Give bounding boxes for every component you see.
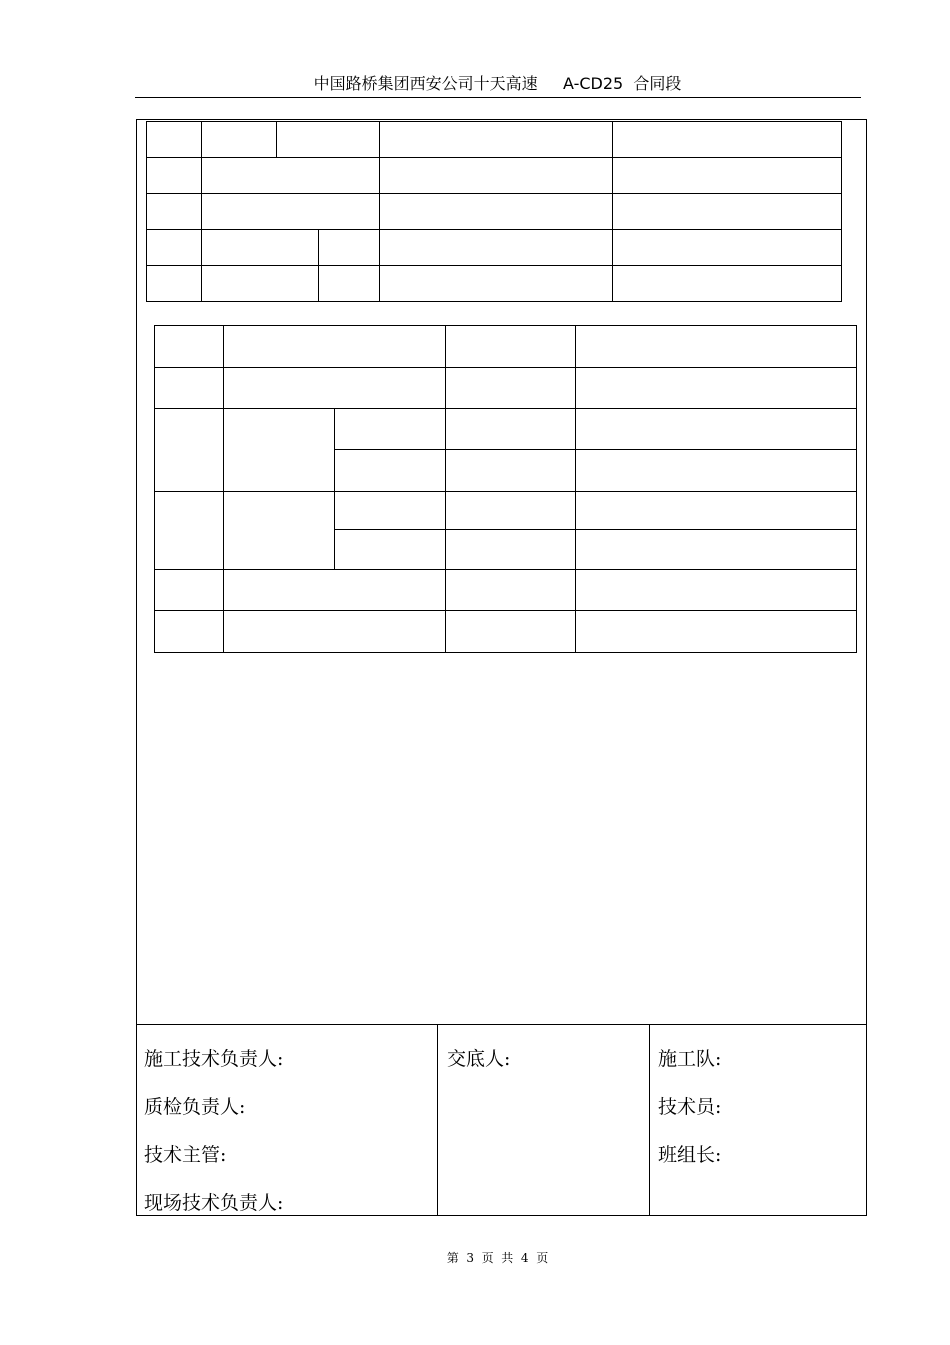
signature-column-divider <box>437 1024 438 1216</box>
table-row <box>147 194 842 230</box>
table-cell <box>446 450 576 492</box>
sig-site-tech-lead-label: 现场技术负责人: <box>144 1192 284 1214</box>
table-cell <box>380 194 613 230</box>
header-title: 中国路桥集团西安公司十天高速 A-CD25 合同段 <box>313 74 682 93</box>
table-cell <box>335 450 446 492</box>
lower-table <box>154 325 857 653</box>
table-cell <box>147 122 202 158</box>
table-cell <box>576 530 857 570</box>
table-cell <box>335 530 446 570</box>
table-cell <box>319 266 380 302</box>
table-cell <box>224 326 446 368</box>
table-cell <box>380 230 613 266</box>
table-cell <box>277 122 380 158</box>
table-cell <box>613 194 842 230</box>
table-cell <box>147 194 202 230</box>
sig-construction-team-label: 施工队: <box>658 1048 722 1070</box>
table-cell <box>202 230 319 266</box>
table-row <box>147 122 842 158</box>
sig-briefer-label: 交底人: <box>447 1048 511 1070</box>
table-cell <box>446 368 576 409</box>
table-cell <box>576 570 857 611</box>
table-cell <box>224 368 446 409</box>
table-cell <box>224 409 335 492</box>
table-cell <box>224 570 446 611</box>
table-cell <box>147 158 202 194</box>
sig-team-leader-label: 班组长: <box>658 1144 722 1166</box>
table-row <box>155 570 857 611</box>
table-cell <box>613 122 842 158</box>
table-row <box>155 492 857 530</box>
table-cell <box>147 266 202 302</box>
table-row <box>155 409 857 450</box>
table-cell <box>446 570 576 611</box>
table-cell <box>380 266 613 302</box>
table-cell <box>335 492 446 530</box>
table-cell <box>155 611 224 653</box>
table-cell <box>202 194 380 230</box>
table-cell <box>224 611 446 653</box>
table-cell <box>155 570 224 611</box>
table-row <box>147 230 842 266</box>
table-cell <box>576 492 857 530</box>
page-number: 第 3 页 共 4 页 <box>446 1251 549 1265</box>
table-cell <box>576 450 857 492</box>
table-cell <box>155 368 224 409</box>
sig-quality-inspection-lead-label: 质检负责人: <box>144 1096 246 1118</box>
table-cell <box>446 611 576 653</box>
table-cell <box>446 530 576 570</box>
sig-technician-label: 技术员: <box>658 1096 722 1118</box>
table-cell <box>202 122 277 158</box>
table-cell <box>576 611 857 653</box>
table-cell <box>155 492 224 570</box>
table-row <box>155 326 857 368</box>
table-row <box>155 368 857 409</box>
table-cell <box>613 266 842 302</box>
signature-divider <box>136 1024 867 1025</box>
table-cell <box>319 230 380 266</box>
table-cell <box>576 368 857 409</box>
table-cell <box>380 158 613 194</box>
table-cell <box>155 409 224 492</box>
table-cell <box>446 409 576 450</box>
table-cell <box>202 266 319 302</box>
table-cell <box>446 326 576 368</box>
sig-tech-supervisor-label: 技术主管: <box>144 1144 227 1166</box>
table-cell <box>147 230 202 266</box>
sig-construction-tech-lead-label: 施工技术负责人: <box>144 1048 284 1070</box>
table-cell <box>335 409 446 450</box>
signature-column-divider <box>649 1024 650 1216</box>
header-rule <box>135 97 861 98</box>
table-cell <box>446 492 576 530</box>
table-row <box>147 158 842 194</box>
table-cell <box>380 122 613 158</box>
table-cell <box>576 409 857 450</box>
table-cell <box>155 326 224 368</box>
table-cell <box>613 230 842 266</box>
table-row <box>147 266 842 302</box>
table-cell <box>613 158 842 194</box>
table-cell <box>224 492 335 570</box>
table-cell <box>202 158 380 194</box>
table-cell <box>576 326 857 368</box>
table-row <box>155 611 857 653</box>
upper-table <box>146 121 842 302</box>
